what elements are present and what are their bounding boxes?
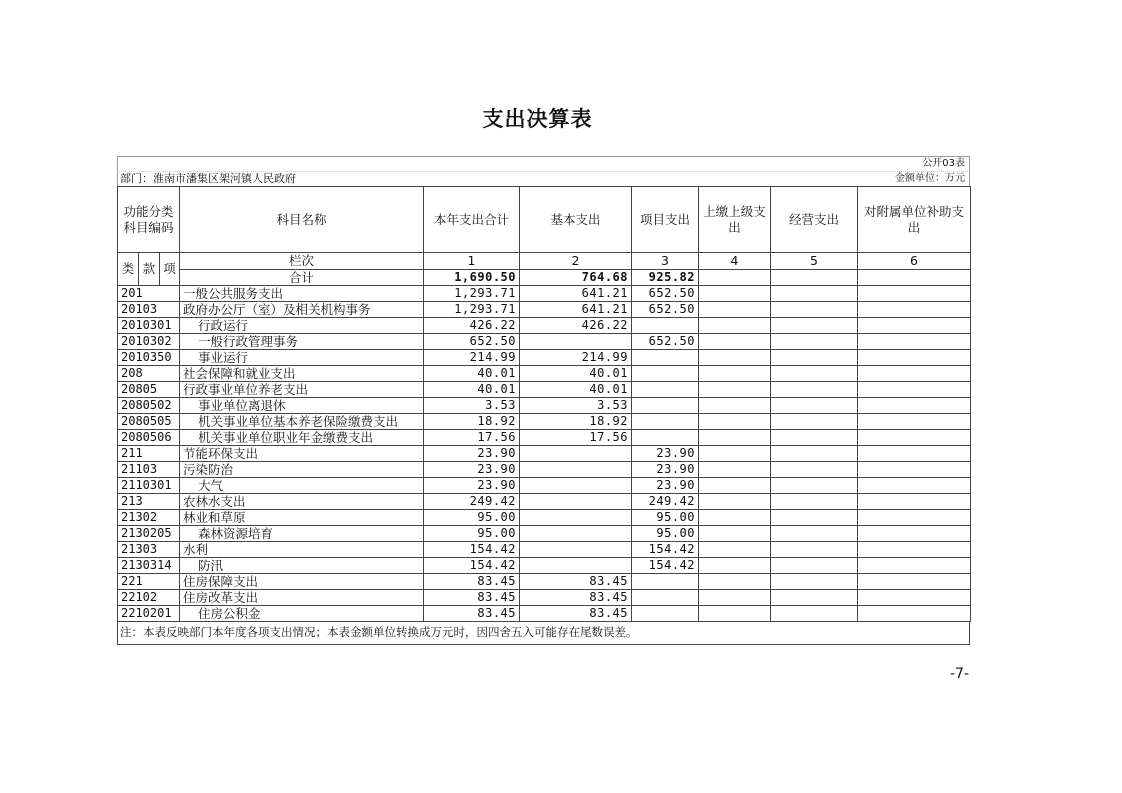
row-code: 221 xyxy=(118,574,180,590)
col-number-3: 3 xyxy=(632,253,699,270)
row-name: 政府办公厅（室）及相关机构事务 xyxy=(180,302,424,318)
row-subsidy xyxy=(858,558,971,574)
header-row xyxy=(118,187,971,253)
form-number: 公开03表 xyxy=(922,158,965,169)
row-name: 社会保障和就业支出 xyxy=(180,366,424,382)
row-upper xyxy=(699,334,771,350)
table-row xyxy=(118,574,971,590)
row-total: 1,293.71 xyxy=(424,286,520,302)
table-note: 注：本表反映部门本年度各项支出情况；本表金额单位转换成万元时，因四舍五入可能存在尾数误差。 xyxy=(117,622,970,645)
row-code: 2210201 xyxy=(118,606,180,622)
row-subsidy xyxy=(858,478,971,494)
row-total: 23.90 xyxy=(424,462,520,478)
row-upper xyxy=(699,574,771,590)
form-number-row xyxy=(117,156,970,172)
table-row xyxy=(118,590,971,606)
row-total: 154.42 xyxy=(424,558,520,574)
row-project xyxy=(632,398,699,414)
row-basic xyxy=(520,494,632,510)
row-code: 213 xyxy=(118,494,180,510)
row-business xyxy=(771,414,858,430)
row-project xyxy=(632,606,699,622)
row-subsidy xyxy=(858,510,971,526)
row-total: 1,293.71 xyxy=(424,302,520,318)
row-upper xyxy=(699,414,771,430)
row-upper xyxy=(699,590,771,606)
row-code: 2080506 xyxy=(118,430,180,446)
row-code: 2110301 xyxy=(118,478,180,494)
row-upper xyxy=(699,606,771,622)
row-code: 2080505 xyxy=(118,414,180,430)
row-project: 23.90 xyxy=(632,446,699,462)
row-upper xyxy=(699,350,771,366)
row-upper xyxy=(699,494,771,510)
table-row xyxy=(118,350,971,366)
row-name: 农林水支出 xyxy=(180,494,424,510)
page-title: 支出决算表 xyxy=(482,107,593,131)
row-code: 21103 xyxy=(118,462,180,478)
sum-upper xyxy=(699,270,771,286)
row-basic: 83.45 xyxy=(520,574,632,590)
col-number-2: 2 xyxy=(520,253,632,270)
row-subsidy xyxy=(858,542,971,558)
row-upper xyxy=(699,318,771,334)
row-name: 节能环保支出 xyxy=(180,446,424,462)
row-business xyxy=(771,542,858,558)
row-project: 652.50 xyxy=(632,334,699,350)
row-code: 2010301 xyxy=(118,318,180,334)
expenditure-table-sheet xyxy=(117,156,970,645)
table-row xyxy=(118,478,971,494)
column-number-row xyxy=(118,253,971,270)
row-subsidy xyxy=(858,398,971,414)
row-name: 防汛 xyxy=(180,558,424,574)
row-basic xyxy=(520,462,632,478)
row-subsidy xyxy=(858,414,971,430)
row-name: 行政事业单位养老支出 xyxy=(180,382,424,398)
row-subsidy xyxy=(858,462,971,478)
table-row xyxy=(118,558,971,574)
department-row xyxy=(117,172,970,186)
header-func-code: 功能分类科目编码 xyxy=(118,187,180,253)
table-row xyxy=(118,462,971,478)
row-name: 大气 xyxy=(180,478,424,494)
row-code: 2130205 xyxy=(118,526,180,542)
col-number-4: 4 xyxy=(699,253,771,270)
row-business xyxy=(771,574,858,590)
row-name: 林业和草原 xyxy=(180,510,424,526)
row-basic xyxy=(520,478,632,494)
header-kuan: 款 xyxy=(139,253,160,286)
row-subsidy xyxy=(858,350,971,366)
row-name: 事业运行 xyxy=(180,350,424,366)
row-total: 652.50 xyxy=(424,334,520,350)
row-basic: 17.56 xyxy=(520,430,632,446)
row-subsidy xyxy=(858,334,971,350)
col-number-6: 6 xyxy=(858,253,971,270)
row-project xyxy=(632,318,699,334)
row-basic: 426.22 xyxy=(520,318,632,334)
row-basic xyxy=(520,510,632,526)
row-code: 208 xyxy=(118,366,180,382)
row-upper xyxy=(699,558,771,574)
row-basic: 641.21 xyxy=(520,302,632,318)
header-total: 本年支出合计 xyxy=(424,187,520,253)
row-code: 211 xyxy=(118,446,180,462)
row-name: 机关事业单位基本养老保险缴费支出 xyxy=(180,414,424,430)
row-total: 154.42 xyxy=(424,542,520,558)
row-total: 426.22 xyxy=(424,318,520,334)
row-code: 201 xyxy=(118,286,180,302)
header-name: 科目名称 xyxy=(180,187,424,253)
row-basic: 214.99 xyxy=(520,350,632,366)
department-label: 部门：淮南市潘集区架河镇人民政府 xyxy=(120,172,296,185)
row-business xyxy=(771,606,858,622)
row-project: 154.42 xyxy=(632,558,699,574)
header-subsidy: 对附属单位补助支出 xyxy=(858,187,971,253)
sum-project: 925.82 xyxy=(632,270,699,286)
row-total: 17.56 xyxy=(424,430,520,446)
row-project: 652.50 xyxy=(632,302,699,318)
row-subsidy xyxy=(858,574,971,590)
header-upper: 上缴上级支出 xyxy=(699,187,771,253)
row-business xyxy=(771,366,858,382)
table-row xyxy=(118,494,971,510)
table-row xyxy=(118,526,971,542)
table-row xyxy=(118,318,971,334)
table-row xyxy=(118,334,971,350)
row-total: 40.01 xyxy=(424,366,520,382)
row-code: 2130314 xyxy=(118,558,180,574)
sum-basic: 764.68 xyxy=(520,270,632,286)
row-name: 行政运行 xyxy=(180,318,424,334)
row-code: 2080502 xyxy=(118,398,180,414)
table-row xyxy=(118,398,971,414)
row-upper xyxy=(699,366,771,382)
row-basic xyxy=(520,526,632,542)
row-name: 水利 xyxy=(180,542,424,558)
sum-label: 合计 xyxy=(180,270,424,286)
row-project xyxy=(632,414,699,430)
row-subsidy xyxy=(858,494,971,510)
row-code: 20103 xyxy=(118,302,180,318)
row-total: 23.90 xyxy=(424,446,520,462)
row-subsidy xyxy=(858,318,971,334)
sum-business xyxy=(771,270,858,286)
row-code: 2010350 xyxy=(118,350,180,366)
row-total: 83.45 xyxy=(424,574,520,590)
row-total: 3.53 xyxy=(424,398,520,414)
row-project xyxy=(632,574,699,590)
row-subsidy xyxy=(858,286,971,302)
row-project xyxy=(632,350,699,366)
row-project xyxy=(632,366,699,382)
row-upper xyxy=(699,478,771,494)
row-basic: 18.92 xyxy=(520,414,632,430)
page-number: -7- xyxy=(950,666,970,682)
row-upper xyxy=(699,302,771,318)
table-row xyxy=(118,542,971,558)
row-total: 83.45 xyxy=(424,606,520,622)
row-business xyxy=(771,526,858,542)
row-business xyxy=(771,462,858,478)
row-total: 23.90 xyxy=(424,478,520,494)
row-basic: 40.01 xyxy=(520,366,632,382)
row-project xyxy=(632,430,699,446)
row-name: 一般公共服务支出 xyxy=(180,286,424,302)
row-upper xyxy=(699,446,771,462)
row-basic: 3.53 xyxy=(520,398,632,414)
header-project: 项目支出 xyxy=(632,187,699,253)
row-business xyxy=(771,558,858,574)
row-upper xyxy=(699,510,771,526)
row-subsidy xyxy=(858,430,971,446)
row-subsidy xyxy=(858,382,971,398)
row-total: 40.01 xyxy=(424,382,520,398)
row-basic xyxy=(520,558,632,574)
row-project: 23.90 xyxy=(632,478,699,494)
row-upper xyxy=(699,398,771,414)
row-business xyxy=(771,318,858,334)
row-project xyxy=(632,382,699,398)
header-lanci: 栏次 xyxy=(180,253,424,270)
row-basic xyxy=(520,542,632,558)
row-upper xyxy=(699,462,771,478)
row-business xyxy=(771,510,858,526)
row-code: 21302 xyxy=(118,510,180,526)
row-name: 住房保障支出 xyxy=(180,574,424,590)
row-basic xyxy=(520,446,632,462)
table-row xyxy=(118,302,971,318)
header-business: 经营支出 xyxy=(771,187,858,253)
table-row xyxy=(118,382,971,398)
row-total: 214.99 xyxy=(424,350,520,366)
row-business xyxy=(771,286,858,302)
row-name: 事业单位离退休 xyxy=(180,398,424,414)
row-subsidy xyxy=(858,446,971,462)
row-business xyxy=(771,334,858,350)
row-name: 污染防治 xyxy=(180,462,424,478)
row-business xyxy=(771,382,858,398)
row-basic xyxy=(520,334,632,350)
row-project: 154.42 xyxy=(632,542,699,558)
row-business xyxy=(771,494,858,510)
sum-total: 1,690.50 xyxy=(424,270,520,286)
header-basic: 基本支出 xyxy=(520,187,632,253)
row-subsidy xyxy=(858,302,971,318)
table-row xyxy=(118,510,971,526)
table-row xyxy=(118,430,971,446)
row-code: 2010302 xyxy=(118,334,180,350)
table-row xyxy=(118,366,971,382)
expenditure-table xyxy=(117,186,971,622)
row-total: 95.00 xyxy=(424,526,520,542)
sum-subsidy xyxy=(858,270,971,286)
unit-label: 金额单位：万元 xyxy=(895,173,965,184)
row-project: 95.00 xyxy=(632,526,699,542)
row-project: 249.42 xyxy=(632,494,699,510)
row-business xyxy=(771,350,858,366)
row-business xyxy=(771,590,858,606)
row-basic: 83.45 xyxy=(520,606,632,622)
row-subsidy xyxy=(858,606,971,622)
row-name: 一般行政管理事务 xyxy=(180,334,424,350)
row-upper xyxy=(699,382,771,398)
table-row xyxy=(118,606,971,622)
sum-row xyxy=(118,270,971,286)
row-name: 住房改革支出 xyxy=(180,590,424,606)
header-xiang: 项 xyxy=(160,253,180,286)
table-row xyxy=(118,286,971,302)
row-project xyxy=(632,590,699,606)
row-upper xyxy=(699,430,771,446)
row-upper xyxy=(699,286,771,302)
row-project: 95.00 xyxy=(632,510,699,526)
row-total: 83.45 xyxy=(424,590,520,606)
row-code: 20805 xyxy=(118,382,180,398)
table-row xyxy=(118,446,971,462)
col-number-5: 5 xyxy=(771,253,858,270)
col-number-1: 1 xyxy=(424,253,520,270)
row-business xyxy=(771,478,858,494)
row-total: 249.42 xyxy=(424,494,520,510)
row-name: 森林资源培育 xyxy=(180,526,424,542)
table-row xyxy=(118,414,971,430)
row-code: 22102 xyxy=(118,590,180,606)
row-business xyxy=(771,302,858,318)
row-project: 652.50 xyxy=(632,286,699,302)
row-basic: 641.21 xyxy=(520,286,632,302)
row-code: 21303 xyxy=(118,542,180,558)
row-total: 95.00 xyxy=(424,510,520,526)
row-basic: 40.01 xyxy=(520,382,632,398)
row-business xyxy=(771,430,858,446)
row-upper xyxy=(699,526,771,542)
row-name: 机关事业单位职业年金缴费支出 xyxy=(180,430,424,446)
row-name: 住房公积金 xyxy=(180,606,424,622)
row-subsidy xyxy=(858,590,971,606)
row-subsidy xyxy=(858,366,971,382)
header-lei: 类 xyxy=(118,253,139,286)
row-project: 23.90 xyxy=(632,462,699,478)
row-upper xyxy=(699,542,771,558)
row-subsidy xyxy=(858,526,971,542)
row-basic: 83.45 xyxy=(520,590,632,606)
row-business xyxy=(771,446,858,462)
row-total: 18.92 xyxy=(424,414,520,430)
row-business xyxy=(771,398,858,414)
